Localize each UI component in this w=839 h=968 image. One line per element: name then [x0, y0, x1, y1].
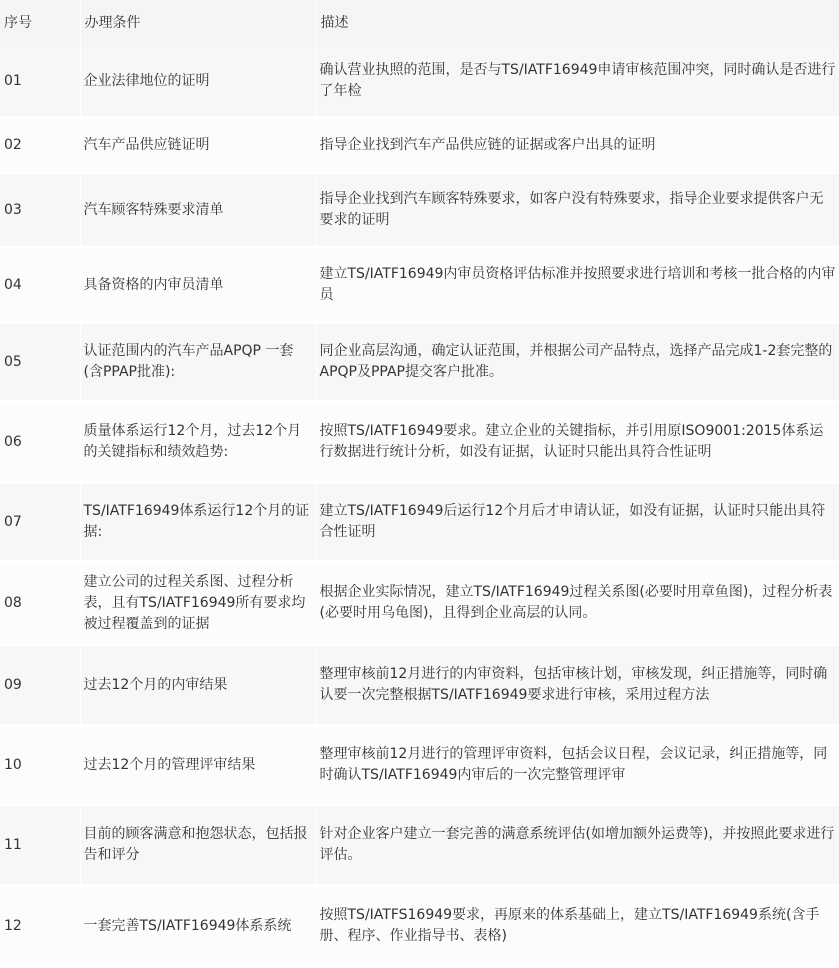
row-serial-number: 03: [0, 173, 80, 248]
table-row: [0, 323, 839, 402]
row-condition: 认证范围内的汽车产品APQP 一套(含PPAP批准):: [80, 323, 316, 402]
row-condition: TS/IATF16949体系运行12个月的证据:: [80, 483, 316, 562]
table-row: [0, 46, 839, 118]
row-description: 同企业高层沟通，确定认证范围，并根据公司产品特点，选择产品完成1-2套完整的APQP及PPAP提交客户批准。: [316, 323, 839, 402]
row-condition: 一套完善TS/IATF16949体系系统: [80, 886, 316, 967]
table-row: [0, 562, 839, 645]
row-condition: 具备资格的内审员清单: [80, 248, 316, 323]
row-description: 按照TS/IATFS16949要求，再原来的体系基础上，建立TS/IATF16949系统(含手册、程序、作业指导书、表格): [316, 886, 839, 967]
row-description: 建立TS/IATF16949后运行12个月后才申请认证，如没有证据，认证时只能出具符合性证明: [316, 483, 839, 562]
row-description: 根据企业实际情况，建立TS/IATF16949过程关系图(必要时用章鱼图)，过程分析表(必要时用乌龟图)，且得到企业高层的认同。: [316, 562, 839, 645]
table-row: [0, 886, 839, 967]
row-condition: 建立公司的过程关系图、过程分析表，且有TS/IATF16949所有要求均被过程覆盖到的证据: [80, 562, 316, 645]
row-serial-number: 12: [0, 886, 80, 967]
table-row: [0, 402, 839, 483]
row-description: 指导企业找到汽车顾客特殊要求，如客户没有特殊要求，指导企业要求提供客户无要求的证明: [316, 173, 839, 248]
table-header-row: [0, 0, 839, 46]
row-serial-number: 09: [0, 645, 80, 726]
row-serial-number: 10: [0, 726, 80, 805]
table-row: [0, 118, 839, 173]
row-condition: 过去12个月的内审结果: [80, 645, 316, 726]
row-description: 确认营业执照的范围，是否与TS/IATF16949申请审核范围冲突，同时确认是否进行了年检: [316, 46, 839, 118]
table-row: [0, 726, 839, 805]
row-description: 针对企业客户建立一套完善的满意系统评估(如增加额外运费等)，并按照此要求进行评估。: [316, 805, 839, 886]
table-row: [0, 805, 839, 886]
row-condition: 汽车顾客特殊要求清单: [80, 173, 316, 248]
row-condition: 过去12个月的管理评审结果: [80, 726, 316, 805]
row-condition: 目前的顾客满意和抱怨状态，包括报告和评分: [80, 805, 316, 886]
row-description: 按照TS/IATF16949要求。建立企业的关键指标，并引用原ISO9001:2015体系运行数据进行统计分析，如没有证据，认证时只能出具符合性证明: [316, 402, 839, 483]
row-serial-number: 04: [0, 248, 80, 323]
row-condition: 质量体系运行12个月，过去12个月的关键指标和绩效趋势:: [80, 402, 316, 483]
row-condition: 汽车产品供应链证明: [80, 118, 316, 173]
row-serial-number: 11: [0, 805, 80, 886]
row-serial-number: 05: [0, 323, 80, 402]
table-row: [0, 645, 839, 726]
row-serial-number: 08: [0, 562, 80, 645]
row-description: 建立TS/IATF16949内审员资格评估标准并按照要求进行培训和考核一批合格的内审员: [316, 248, 839, 323]
header-serial-number: 序号: [0, 0, 80, 46]
row-condition: 企业法律地位的证明: [80, 46, 316, 118]
table-row: [0, 483, 839, 562]
header-description: 描述: [316, 0, 839, 46]
row-serial-number: 02: [0, 118, 80, 173]
row-description: 整理审核前12月进行的管理评审资料，包括会议日程，会议记录，纠正措施等，同时确认TS/IATF16949内审后的一次完整管理评审: [316, 726, 839, 805]
row-serial-number: 07: [0, 483, 80, 562]
row-serial-number: 06: [0, 402, 80, 483]
row-description: 指导企业找到汽车产品供应链的证据或客户出具的证明: [316, 118, 839, 173]
header-condition: 办理条件: [80, 0, 316, 46]
table-row: [0, 173, 839, 248]
row-description: 整理审核前12月进行的内审资料，包括审核计划，审核发现，纠正措施等，同时确认要一次完整根据TS/IATF16949要求进行审核，采用过程方法: [316, 645, 839, 726]
row-serial-number: 01: [0, 46, 80, 118]
table-row: [0, 248, 839, 323]
